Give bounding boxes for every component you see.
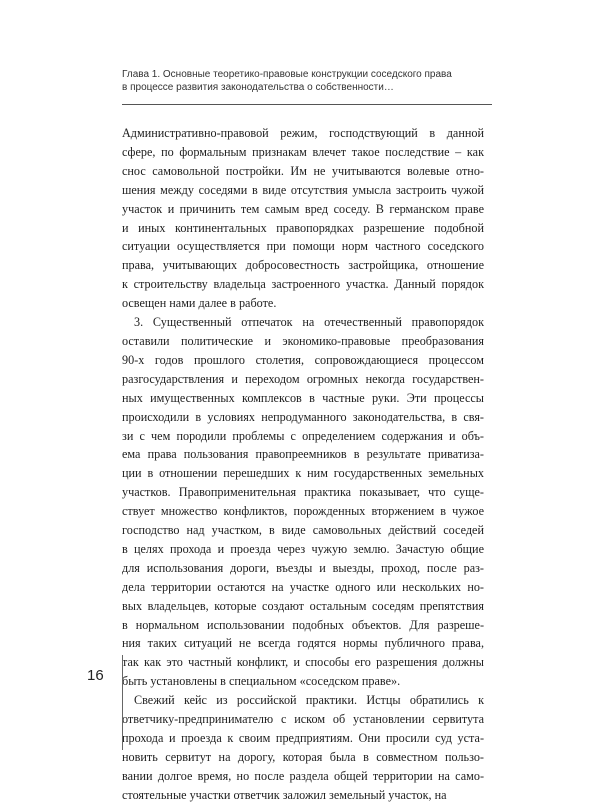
paragraph-2-line: оставили политические и экономико-правовые преобразования	[122, 333, 484, 348]
paragraph-2-line: так как это частный конфликт, и способы его разрешения должны	[122, 655, 484, 670]
paragraph-2-line: быть установлены в специальном «соседском праве».	[122, 674, 401, 689]
paragraph-3-line: прохода и проезда к своим предприятиям. Они просили суд уста-	[122, 731, 484, 745]
paragraph-1-line: участок и причинить тем самым вред соседу. В германском праве	[122, 201, 484, 216]
paragraph-1-line: снос самовольной постройки. Им не учитываются волевые отно-	[122, 163, 484, 178]
paragraph-2-line: участков. Правоприменительная практика показывает, что суще-	[122, 485, 484, 500]
paragraph-3-line: вании долгое время, но после раздела общей территории на само-	[122, 768, 484, 783]
paragraph-1-line: к строительству владельца застроенного участка. Данный порядок	[122, 277, 484, 292]
paragraph-2-line: для использования дороги, въезды и выезды, проход, после раз-	[122, 560, 484, 575]
paragraph-1-line: и иных континентальных правопорядках разрешение подобной	[122, 220, 484, 235]
paragraph-2-line: дела территории остаются на участке одного или нескольких но-	[122, 579, 484, 594]
paragraph-2-line: разгосударствления и переходом огромных некогда государствен-	[122, 371, 484, 386]
paragraph-2-line: 3. Существенный отпечаток на отечественный правопорядок	[134, 315, 484, 330]
paragraph-2-line: ния таких ситуаций не всегда годятся нормы публичного права,	[122, 636, 484, 651]
body-text	[122, 124, 484, 805]
paragraph-3-line: новить сервитут на дорогу, которая была в совместном пользо-	[122, 749, 484, 764]
paragraph-3-line: стоятельные участки ответчик заложил земельный участок, на	[122, 787, 447, 802]
running-header-line-2: в процессе развития законодательства о собственности…	[122, 82, 394, 93]
paragraph-2-line: вых владельцев, которые создают остальным соседям препятствия	[122, 598, 484, 613]
paragraph-2-line: ных имущественных комплексов в частные руки. Эти процессы	[122, 390, 484, 405]
paragraph-2-line: ема права пользования правопреемников в результате приватиза-	[122, 447, 484, 462]
paragraph-1-line: сфере, по формальным признакам влечет такое последствие – как	[122, 144, 484, 159]
paragraph-1-line: освещен нами далее в работе.	[122, 296, 277, 311]
footer-rule	[122, 655, 123, 750]
paragraph-2-line: ствует множество конфликтов, порожденных вторжением в чужое	[122, 504, 484, 519]
paragraph-3-line: ответчику-предпринимателю с иском об установлении сервитута	[122, 712, 484, 727]
header-rule	[122, 104, 492, 105]
paragraph-1-line: права, учитывающих добросовестность застройщика, отношение	[122, 258, 484, 273]
page-number: 16	[87, 667, 104, 684]
paragraph-2-line: в нормальном использовании подобных объектов. Для разреше-	[122, 617, 484, 632]
paragraph-1-line: ситуации осуществляется при помощи норм частного соседского	[122, 239, 484, 254]
paragraph-2-line: господство над участком, в виде самовольных действий соседей	[122, 523, 484, 538]
paragraph-2-line: зи с чем породили проблемы с определением содержания и объ-	[122, 428, 484, 443]
paragraph-1-line: Административно-правовой режим, господствующий в данной	[122, 126, 484, 140]
paragraph-2-line: ции в отношении перешедших к ним государственных земельных	[122, 466, 484, 481]
running-header	[122, 68, 490, 94]
running-header-line-1: Глава 1. Основные теоретико-правовые конструкции соседского права	[122, 69, 452, 80]
paragraph-2-line: происходили в условиях непродуманного законодательства, в свя-	[122, 409, 484, 424]
paragraph-3-line: Свежий кейс из российской практики. Истцы обратились к	[134, 693, 484, 708]
paragraph-1-line: шения между соседями в виде отсутствия умысла застроить чужой	[122, 182, 484, 197]
paragraph-2-line: 90-х годов прошлого столетия, сопровождающиеся процессом	[122, 352, 484, 367]
paragraph-2-line: в целях прохода и проезда через чужую землю. Зачастую общие	[122, 541, 484, 556]
